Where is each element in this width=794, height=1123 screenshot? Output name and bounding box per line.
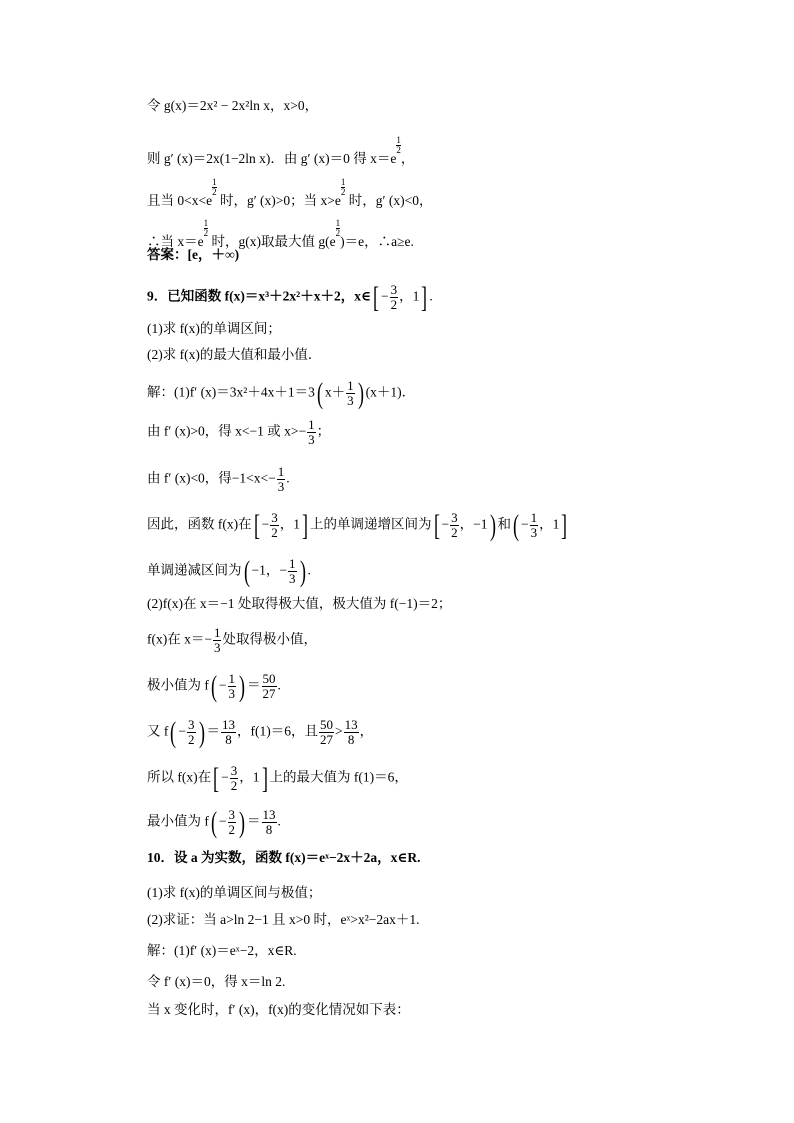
text-line: f(x)在 x＝− $\frac{1}{3}$ 处取得极小值， [147, 625, 317, 655]
text-line: 单调递减区间为( −1，− $\frac{1}{3}$ ) . [147, 554, 311, 588]
answer-line: 答案：[e，＋∞) [147, 247, 240, 262]
text-line: 极小值为 f( − $\frac{1}{3}$ ) ＝ $\frac{50}{27}$ . [147, 669, 281, 703]
text-line: 由 f′ (x)>0，得 x<−1 或 x>− $\frac{1}{3}$ ； [147, 417, 331, 447]
text-line: 所以 f(x)在[ − $\frac{3}{2}$ ，1] 上的最大值为 f(1)＝6， [147, 761, 408, 795]
text-line: 由 f′ (x)<0，得−1<x<− $\frac{1}{3}$ . [147, 464, 290, 494]
text-line: 因此，函数 f(x)在[ − $\frac{3}{2}$ ，1] 上的单调递增区间为[ − $\frac{3}{2}$ ，−1) 和( − $\frac{1}{3}$ ，1] [147, 508, 568, 542]
question-10: 10．设 a 为实数，函数 f(x)＝eˣ−2x＋2a，x∈R. [147, 850, 421, 865]
text-line: 令 f′ (x)＝0，得 x＝ln 2. [147, 974, 286, 989]
text-line: 则 g′ (x)＝2x(1−2ln x)．由 g′ (x)＝0 得 x＝e 1 2 ， [147, 135, 415, 166]
text-line: (2)f(x)在 x＝−1 处取得极大值，极大值为 f(−1)＝2； [147, 596, 452, 611]
text-line: 且当 0<x<e 1 2 时，g′ (x)>0；当 x>e 1 2 时，g′ (x)<0， [147, 177, 433, 208]
text-line: ∴当 x＝e 1 2 时，g(x)取最大值 g(e 1 2 )＝e，∴a≥e. [147, 218, 414, 249]
text-line: 令 g(x)＝2x² − 2x²ln x，x>0， [147, 98, 319, 113]
text-line: (2)求证：当 a>ln 2−1 且 x>0 时，eˣ>x²−2ax＋1. [147, 912, 420, 927]
text-line: 当 x 变化时，f′ (x)，f(x)的变化情况如下表： [147, 1002, 410, 1017]
text-line: 解：(1)f′ (x)＝eˣ−2，x∈R. [147, 943, 297, 958]
text-line: (2)求 f(x)的最大值和最小值． [147, 347, 322, 362]
text-line: 又 f( − $\frac{3}{2}$ ) ＝ $\frac{13}{8}$ ，f(1)＝6，且 $\frac{50}{27}$ > $\frac{13}{8}$ ， [147, 715, 374, 749]
text-line: (1)求 f(x)的单调区间； [147, 321, 281, 336]
text-line: 最小值为 f( − $\frac{3}{2}$ ) ＝ $\frac{13}{8}$ . [147, 805, 281, 839]
text-line: 解：(1)f′ (x)＝3x²＋4x＋1＝3( x＋ $\frac{1}{3}$ ) (x＋1)． [147, 376, 416, 410]
text-line: (1)求 f(x)的单调区间与极值； [147, 885, 322, 900]
question-9: 9．已知函数 f(x)＝x³＋2x²＋x＋2，x∈[ − $\frac{3}{2}$ ，1] . [147, 280, 433, 314]
